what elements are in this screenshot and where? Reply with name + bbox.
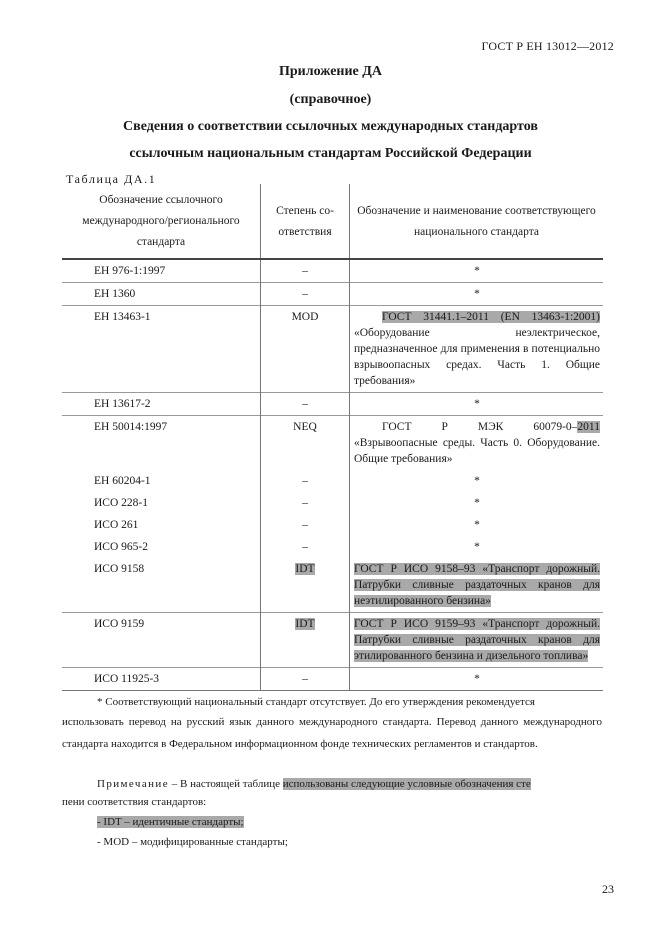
national-title-text: «Взрывоопасные среды. Часть 0. Оборудование. Общие требования» bbox=[354, 437, 600, 465]
highlighted-text: ГОСТ 31441.1–2011 (EN 13463-1:2001) bbox=[382, 311, 600, 323]
national-cell: * bbox=[474, 519, 480, 531]
national-cell: * bbox=[350, 283, 604, 306]
ref-cell: ЕН 13617-2 bbox=[62, 393, 261, 416]
list-item: - MOD – модифицированные стандарты; bbox=[97, 836, 288, 848]
table-row bbox=[62, 536, 603, 558]
ref-cell: ИСО 228-1 bbox=[94, 497, 148, 509]
header-national-standard: Обозначение и наименование соответствующего национального стандарта bbox=[350, 184, 604, 259]
note-dash: – В настоящей таблице bbox=[168, 778, 283, 790]
degree-cell: – bbox=[261, 668, 350, 691]
national-cell: * bbox=[474, 497, 480, 509]
table-row bbox=[62, 416, 603, 471]
annex-heading-line-2: ссылочным национальным стандартам Российской Федерации bbox=[129, 146, 532, 161]
table-row bbox=[62, 668, 603, 691]
header-degree: Степень со-ответствия bbox=[261, 184, 350, 259]
degree-cell: MOD bbox=[261, 306, 350, 393]
national-code-text: ГОСТ Р МЭК 60079-0– bbox=[382, 421, 578, 433]
table-row bbox=[62, 393, 603, 416]
ref-cell: ИСО 9159 bbox=[62, 613, 261, 668]
degree-cell: – bbox=[261, 259, 350, 283]
document-code: ГОСТ Р ЕН 13012—2012 bbox=[481, 39, 614, 53]
ref-cell: ИСО 9158 bbox=[94, 563, 145, 575]
degree-cell: NEQ bbox=[261, 416, 350, 471]
ref-cell: ЕН 976-1:1997 bbox=[62, 259, 261, 283]
annex-heading-line-1: Сведения о соответствии ссылочных международных стандартов bbox=[123, 119, 538, 134]
annex-title: Приложение ДА bbox=[278, 64, 383, 79]
highlighted-text: - IDT – идентичные стандарты; bbox=[97, 816, 244, 828]
table-row bbox=[62, 558, 603, 613]
ref-cell: ЕН 50014:1997 bbox=[62, 416, 261, 471]
national-cell bbox=[350, 306, 604, 393]
list-item bbox=[97, 813, 602, 831]
ref-cell: ЕН 1360 bbox=[62, 283, 261, 306]
table-note-continuation bbox=[62, 792, 567, 813]
table-caption: Таблица ДА.1 bbox=[66, 172, 157, 186]
national-cell bbox=[350, 558, 604, 613]
table-row bbox=[62, 470, 603, 492]
degree-cell: – bbox=[261, 492, 350, 514]
national-cell: * bbox=[350, 668, 604, 691]
degree-cell: – bbox=[261, 536, 350, 558]
ref-cell: ИСО 11925-3 bbox=[62, 668, 261, 691]
national-title-text: «Оборудование неэлектрическое, предназначенное для применения в потенциально взрывоопасных средах. Часть 1. Общие требования» bbox=[354, 327, 600, 387]
degree-cell: – bbox=[261, 393, 350, 416]
correspondence-table bbox=[62, 184, 603, 691]
table-row bbox=[62, 613, 603, 668]
table-header-row bbox=[62, 184, 603, 259]
ref-cell: ИСО 261 bbox=[94, 519, 139, 531]
highlighted-text: IDT bbox=[295, 563, 315, 575]
national-cell: * bbox=[350, 393, 604, 416]
ref-cell: ИСО 965-2 bbox=[94, 541, 148, 553]
note-label: Примечание bbox=[97, 778, 169, 790]
degree-cell: – bbox=[261, 470, 350, 492]
highlighted-text: 2011 bbox=[577, 421, 600, 433]
highlighted-text: использованы следующие условные обозначения сте bbox=[282, 778, 531, 790]
table-row bbox=[62, 306, 603, 393]
highlighted-text: IDT bbox=[295, 618, 315, 630]
national-cell bbox=[350, 416, 604, 471]
degree-cell bbox=[261, 558, 350, 613]
degree-cell: – bbox=[261, 514, 350, 536]
degree-cell bbox=[261, 613, 350, 668]
national-cell: * bbox=[350, 259, 604, 283]
footnote-body bbox=[62, 712, 602, 755]
ref-cell: ЕН 60204-1 bbox=[94, 475, 151, 487]
ref-cell: ЕН 13463-1 bbox=[62, 306, 261, 393]
table-row bbox=[62, 514, 603, 536]
table-row bbox=[62, 492, 603, 514]
highlighted-text: ГОСТ Р ИСО 9159–93 «Транспорт дорожный. Патрубки сливные раздаточных кранов для этилированного бензина и дизельного топлива» bbox=[354, 618, 600, 662]
footnote-first-line: * Соответствующий национальный стандарт отсутствует. До его утверждения рекомендуется bbox=[97, 696, 535, 708]
highlighted-text: ГОСТ Р ИСО 9158–93 «Транспорт дорожный. Патрубки сливные раздаточных кранов для неэтилированного бензина» bbox=[354, 563, 600, 607]
annex-subtitle: (справочное) bbox=[289, 92, 372, 107]
national-cell: * bbox=[474, 475, 480, 487]
degree-cell: – bbox=[261, 283, 350, 306]
page-number: 23 bbox=[602, 882, 614, 896]
table-row bbox=[62, 259, 603, 283]
national-cell bbox=[350, 613, 604, 668]
header-international-standard: Обозначение ссылочного международного/регионального стандарта bbox=[62, 184, 261, 259]
note-text: пени соответствия стандартов: bbox=[62, 796, 207, 808]
national-cell: * bbox=[474, 541, 480, 553]
footnote-text: использовать перевод на русский язык данного международного стандарта. Перевод данного международного стандарта находится в Федеральном информационном фонде технических регламентов и стандартов. bbox=[62, 716, 602, 750]
table-row bbox=[62, 283, 603, 306]
